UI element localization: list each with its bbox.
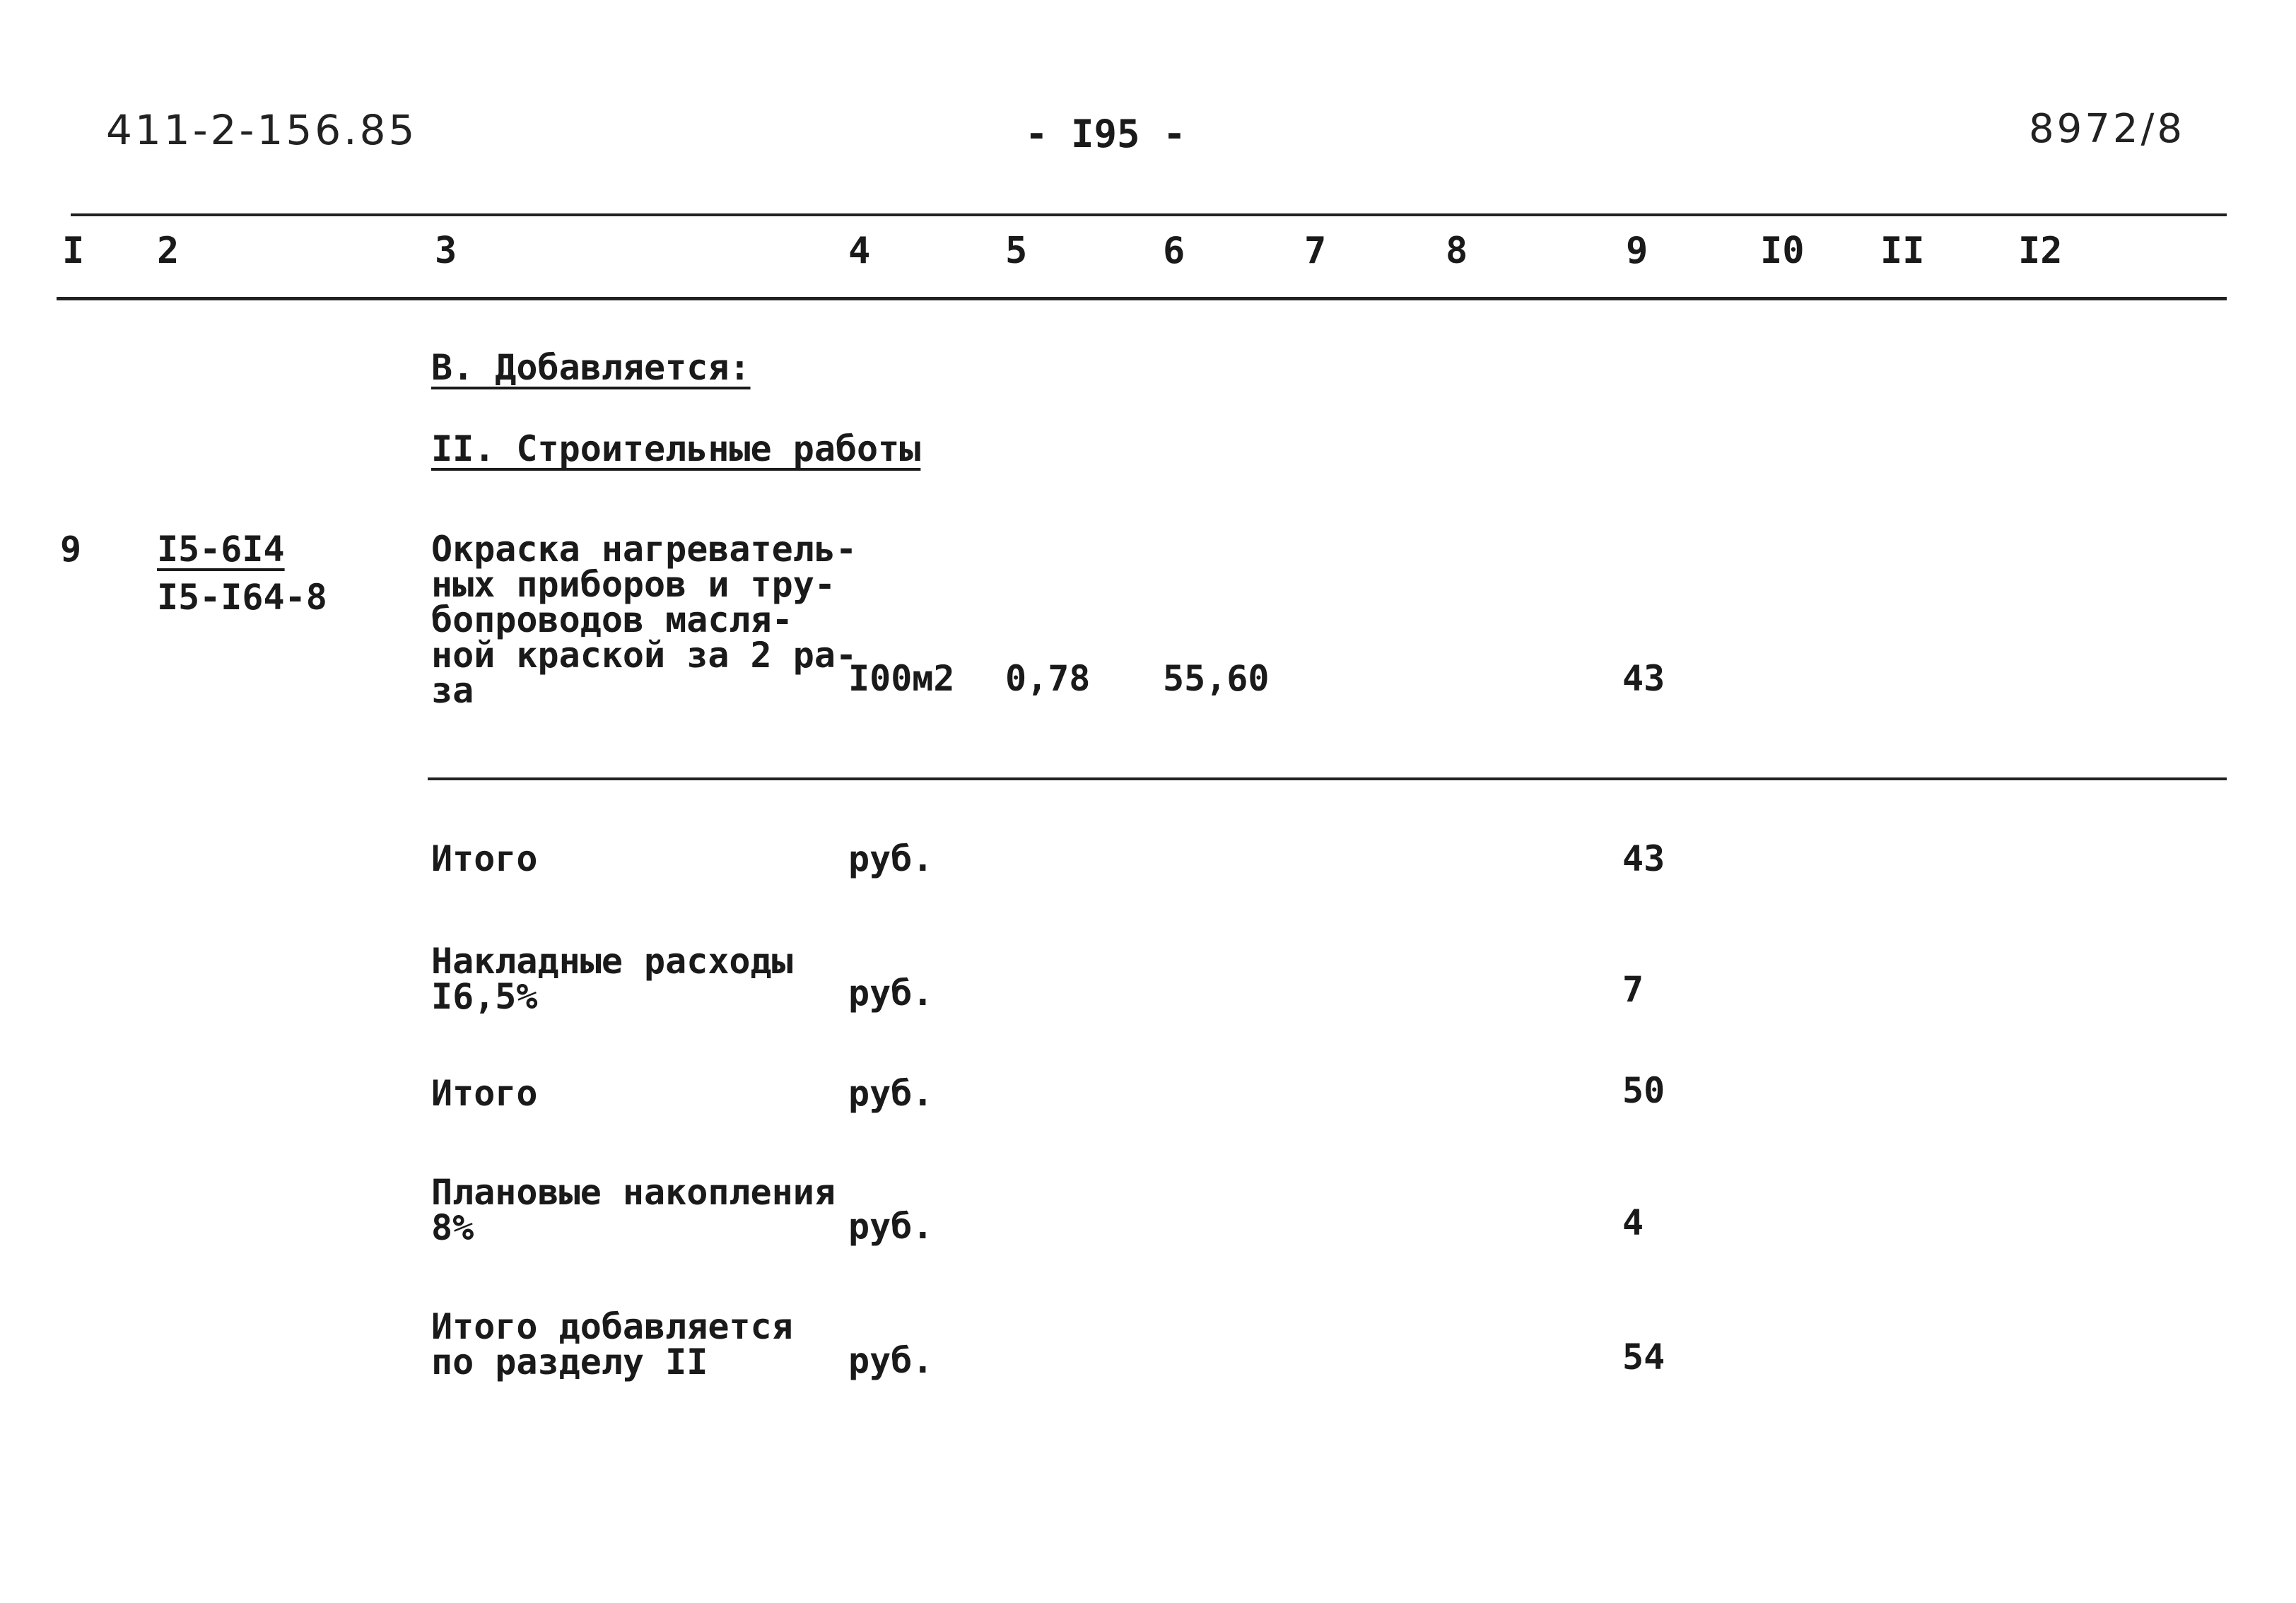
section-subtitle: II. Строительные работы <box>431 428 921 469</box>
column-number: 8 <box>1446 230 1468 272</box>
row-number: 9 <box>60 529 82 570</box>
sheet-code: 8972/8 <box>2029 106 2186 152</box>
item-code-primary: I5-6I4 <box>157 529 285 570</box>
summary-label: Итого <box>431 1073 538 1114</box>
item-quantity: 0,78 <box>1005 658 1091 699</box>
summary-unit: руб. <box>848 1340 934 1381</box>
item-unit: I00м2 <box>848 658 955 699</box>
column-number: 2 <box>157 230 180 272</box>
column-number: I <box>62 230 85 272</box>
summary-label: Накладные расходы I6,5% <box>431 941 793 1017</box>
column-number: I2 <box>2018 230 2063 272</box>
summary-value: 43 <box>1622 838 1665 879</box>
column-number: 5 <box>1005 230 1028 272</box>
column-number: I0 <box>1760 230 1805 272</box>
item-total: 43 <box>1622 658 1665 699</box>
summary-label: Плановые накопления 8% <box>431 1172 836 1248</box>
column-number: II <box>1880 230 1925 272</box>
header-rule <box>71 213 2227 216</box>
summary-label: Итого добавляется по разделу II <box>431 1306 793 1382</box>
summary-value: 50 <box>1622 1070 1665 1111</box>
column-number: 4 <box>848 230 871 272</box>
summary-value: 4 <box>1622 1202 1644 1243</box>
document-code: 411-2-156.85 <box>106 106 418 154</box>
column-number: 3 <box>435 230 457 272</box>
item-description: Окраска нагреватель- ных приборов и тру- бопроводов масля- ной краской за 2 ра- за <box>431 529 857 711</box>
summary-unit: руб. <box>848 838 934 879</box>
summary-unit: руб. <box>848 1073 934 1114</box>
summary-value: 7 <box>1622 969 1644 1010</box>
column-number: 6 <box>1163 230 1185 272</box>
summary-label: Итого <box>431 838 538 879</box>
section-title: В. Добавляется: <box>431 347 751 388</box>
column-number: 7 <box>1304 230 1327 272</box>
item-code-secondary: I5-I64-8 <box>157 577 327 618</box>
item-price: 55,60 <box>1163 658 1270 699</box>
page-number: - I95 - <box>1025 112 1186 156</box>
column-number: 9 <box>1626 230 1648 272</box>
column-header-rule <box>57 297 2227 300</box>
summary-unit: руб. <box>848 1206 934 1247</box>
summary-value: 54 <box>1622 1337 1665 1378</box>
item-rule <box>428 777 2227 780</box>
summary-unit: руб. <box>848 973 934 1014</box>
